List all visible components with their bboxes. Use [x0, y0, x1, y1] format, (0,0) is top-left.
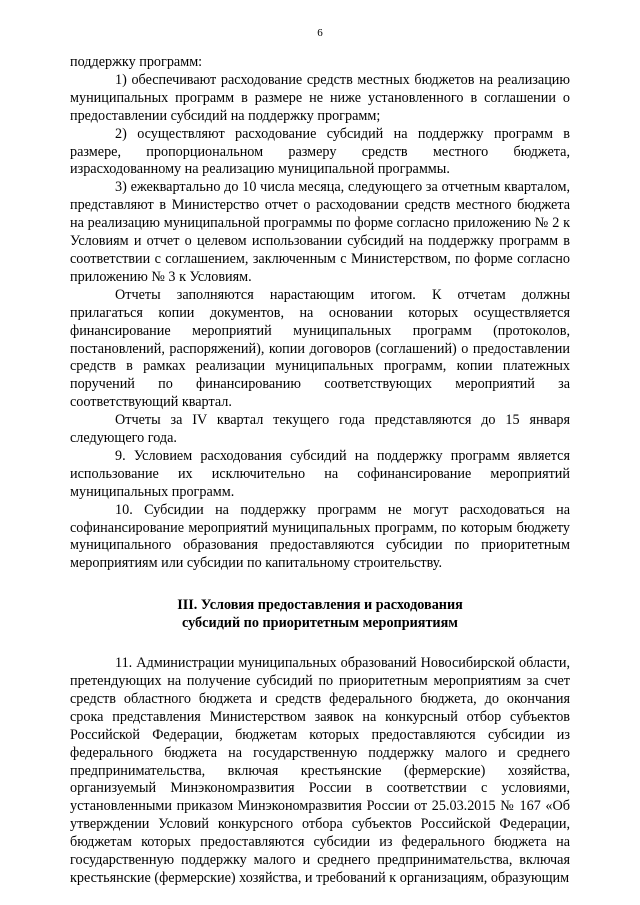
paragraph: 1) обеспечивают расходование средств местных бюджетов на реализацию муниципальных программ в размере не ниже установленного в соглашении о предоставлении субсидий на поддержку программ;	[70, 71, 570, 124]
section-heading	[70, 597, 570, 633]
paragraph: 3) ежеквартально до 10 числа месяца, следующего за отчетным кварталом, представляют в Министерство отчет о расходовании средств местного бюджета на реализацию муниципальной программы по форме согласно приложению № 2 к Условиям и отчет о целевом использовании субсидий на поддержку программ в соответствии с соглашением, заключенным с Министерством, по форме согласно приложению № 3 к Условиям.	[70, 179, 570, 285]
section-heading-line-1: III. Условия предоставления и расходования	[177, 597, 463, 614]
paragraph: Отчеты заполняются нарастающим итогом. К отчетам должны прилагаться копии документов, на основании которых осуществляется финансирование мероприятий муниципальных программ (протоколов, постановлений, распоряжений), копии договоров (соглашений) о предоставлении средств в рамках реализации муниципальных программ, копии платежных поручений по финансированию соответствующих мероприятий за соответствующий квартал.	[70, 286, 570, 411]
paragraph: поддержку программ:	[70, 54, 203, 70]
section-heading-line-2: субсидий по приоритетным мероприятиям	[182, 615, 458, 632]
paragraph: 9. Условием расходования субсидий на поддержку программ является использование их исключительно на софинансирование мероприятий муниципальных программ.	[70, 447, 570, 500]
paragraph: 2) осуществляют расходование субсидий на поддержку программ в размере, пропорциональном размеру средств местного бюджета, израсходованному на реализацию муниципальной программы.	[70, 125, 570, 178]
paragraph: Отчеты за IV квартал текущего года представляются до 15 января следующего года.	[70, 412, 570, 447]
paragraph: 10. Субсидии на поддержку программ не могут расходоваться на софинансирование мероприятий муниципальных программ, по которым бюджету муниципального образования предоставляются субсидии по приоритетным мероприятиям или субсидии по капитальному строительству.	[70, 501, 570, 572]
paragraph: 11. Администрации муниципальных образований Новосибирской области, претендующих на получение субсидий по приоритетным мероприятиям за счет средств областного бюджета и средств федерального бюджета, до окончания срока представления Министерством заявок на конкурсный отбор субъектов Российской Федерации, бюджетам которых предоставляются субсидии из федерального бюджета на государственную поддержку малого и среднего предпринимательства, включая крестьянские (фермерские) хозяйства, организуемый Минэкономразвития России в соответствии с условиями, установленными приказом Минэкономразвития России от 25.03.2015 № 167 «Об утверждении Условий конкурсного отбора субъектов Российской Федерации, бюджетам которых предоставляются субсидии из федерального бюджета на государственную поддержку малого и среднего предпринимательства, включая крестьянские (фермерские) хозяйства, и требований к организациям, образующим	[70, 655, 570, 886]
document-body	[70, 54, 570, 888]
paragraphs-before-heading	[70, 54, 570, 573]
paragraphs-after-heading	[70, 655, 570, 888]
page-number: 6	[317, 27, 323, 39]
